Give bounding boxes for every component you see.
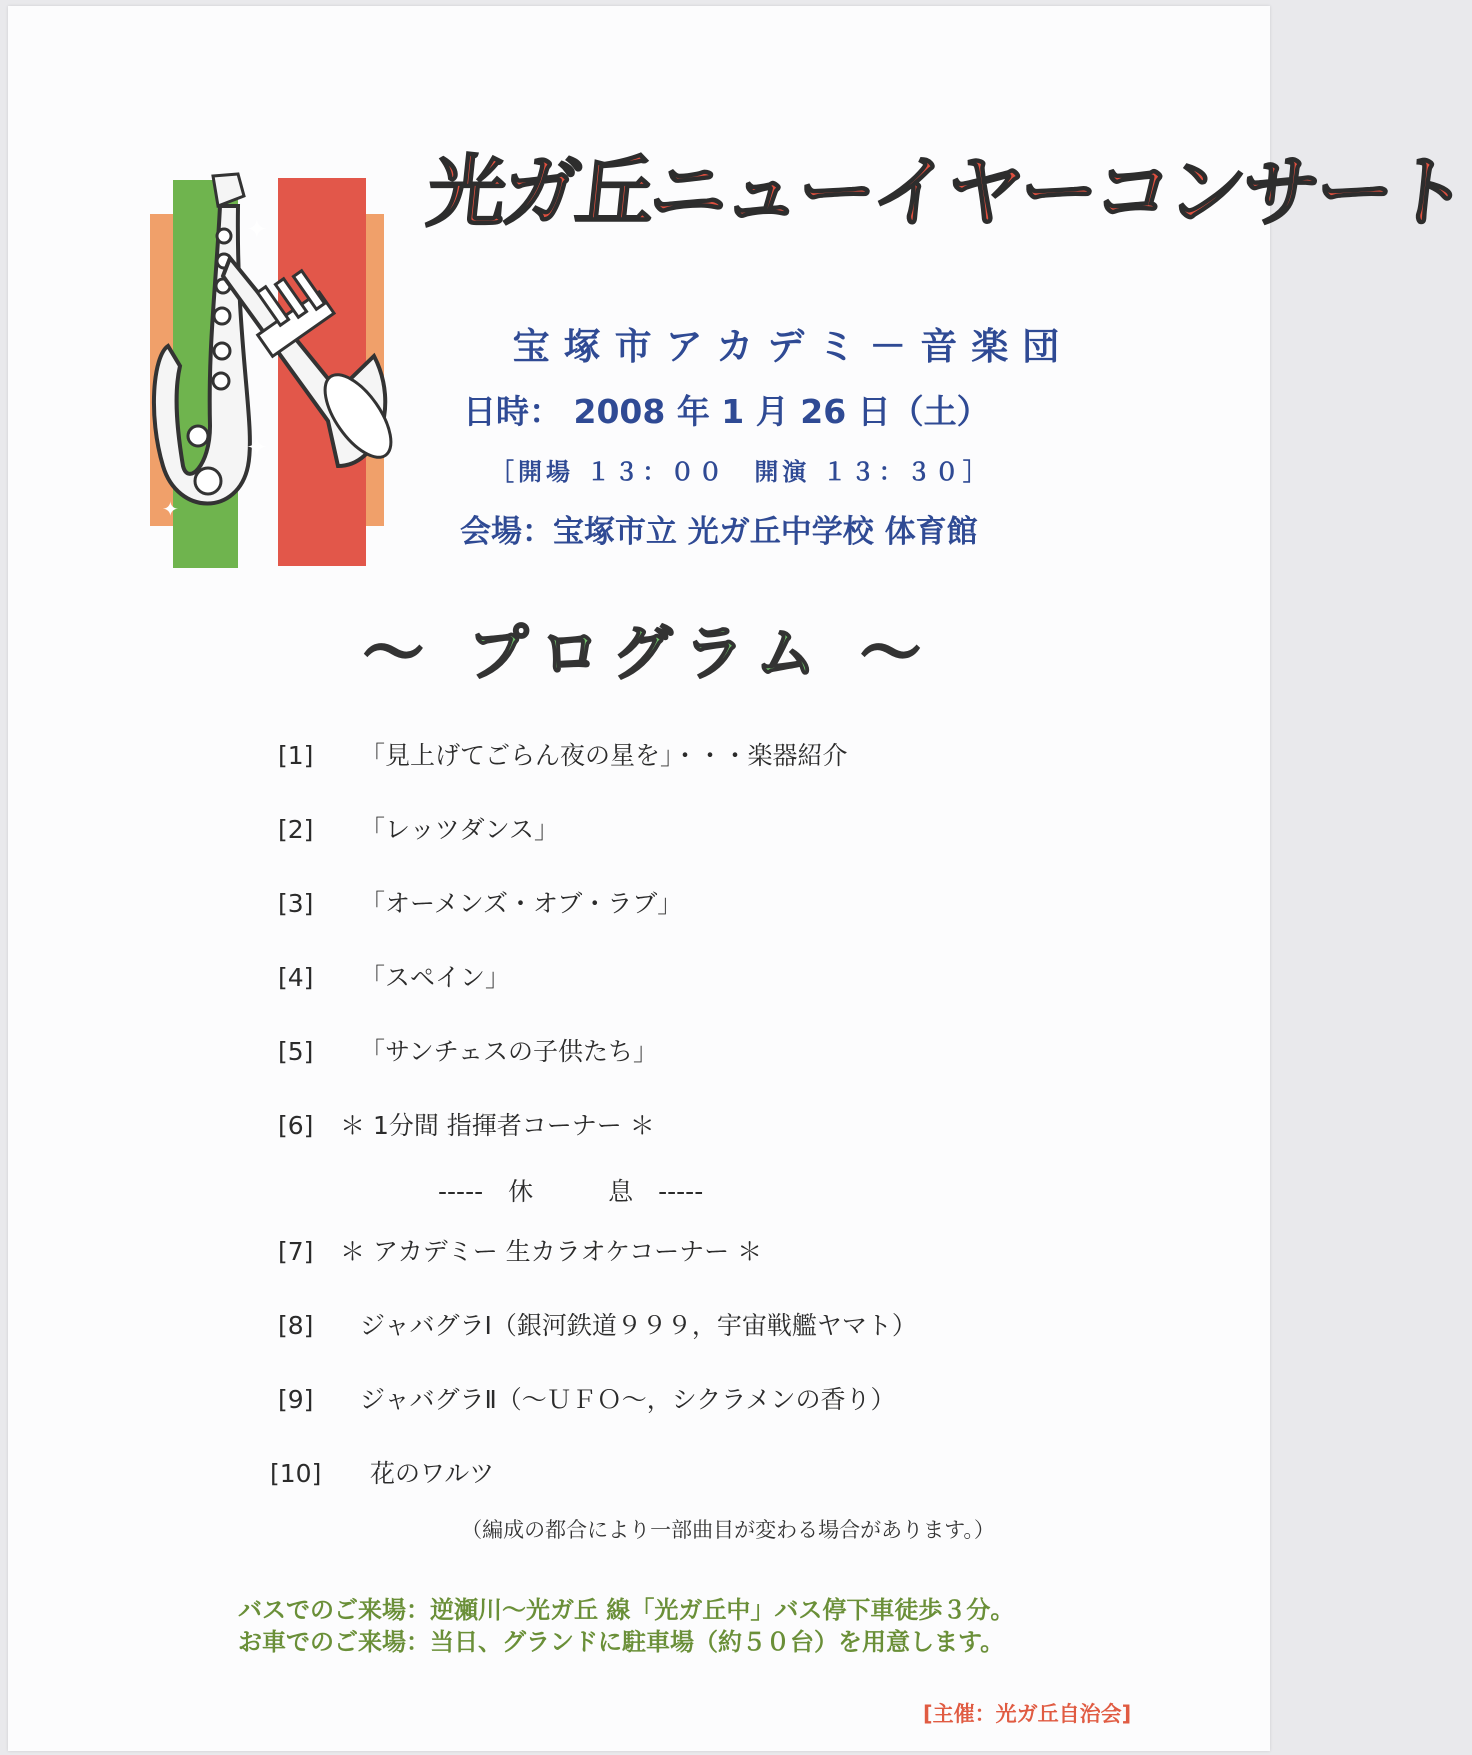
intermission-line: ----- 休 息 ----- bbox=[438, 1177, 704, 1206]
program-item-number: [4] bbox=[278, 963, 314, 992]
program-item-text: ＊ アカデミー 生カラオケコーナー ＊ bbox=[340, 1237, 763, 1266]
program-heading: ～ プログラム ～ bbox=[363, 619, 933, 689]
program-item-number: [7] bbox=[278, 1237, 314, 1266]
program-item-number: [1] bbox=[278, 741, 314, 770]
program-item-number: [3] bbox=[278, 889, 314, 918]
program-item bbox=[278, 810, 1178, 846]
event-times: ［開場 １３：００ 開演 １３：３０］ bbox=[490, 458, 991, 486]
flyer-page bbox=[8, 6, 1469, 1751]
saxophone-trumpet-illustration bbox=[138, 166, 398, 566]
program-item-number: [5] bbox=[278, 1037, 314, 1066]
program-item-text: 「スペイン」 bbox=[360, 963, 511, 992]
event-venue: 会場：宝塚市立 光ガ丘中学校 体育館 bbox=[460, 514, 978, 550]
program-item-number: [2] bbox=[278, 815, 314, 844]
program-item-text: 「レッツダンス」 bbox=[360, 815, 560, 844]
program-item bbox=[278, 1380, 1178, 1416]
program-item bbox=[278, 958, 1178, 994]
sponsor-label: [主催：光ガ丘自治会] bbox=[923, 1702, 1132, 1726]
program-item-number: [8] bbox=[278, 1311, 314, 1340]
program-item-text: 「オーメンズ・オブ・ラブ」 bbox=[360, 889, 683, 918]
program-item bbox=[278, 1106, 1178, 1142]
program-item bbox=[278, 1232, 1178, 1268]
bus-access-info: バスでのご来場：逆瀬川～光ガ丘 線「光ガ丘中」バス停下車徒歩３分。 bbox=[238, 1596, 1015, 1624]
program-item bbox=[278, 1306, 1178, 1342]
program-item-text: 「サンチェスの子供たち」 bbox=[360, 1037, 659, 1066]
car-access-info: お車でのご来場：当日、グランドに駐車場（約５０台）を用意します。 bbox=[238, 1628, 1005, 1656]
program-item-text: 花のワルツ bbox=[370, 1459, 495, 1488]
program-item-text: ジャバグラⅡ（～ＵＦＯ～，シクラメンの香り） bbox=[360, 1385, 896, 1414]
organizer-name: 宝塚市アカデミ－音楽団 bbox=[512, 325, 1074, 368]
program-item-number: [6] bbox=[278, 1111, 314, 1140]
program-item bbox=[278, 1032, 1178, 1068]
program-item-number: [9] bbox=[278, 1385, 314, 1414]
program-item-number: [10] bbox=[270, 1459, 322, 1488]
program-note: （編成の都合により一部曲目が変わる場合があります。） bbox=[461, 1518, 995, 1542]
program-item-text: 「見上げてごらん夜の星を」・・・楽器紹介 bbox=[360, 741, 848, 770]
svg-text:✦: ✦ bbox=[162, 497, 179, 521]
svg-text:✦: ✦ bbox=[246, 215, 268, 245]
program-item bbox=[278, 736, 1178, 772]
program-item-text: ＊ 1分間 指揮者コーナー ＊ bbox=[340, 1111, 655, 1140]
program-item-text: ジャバグラⅠ（銀河鉄道９９９，宇宙戦艦ヤマト） bbox=[360, 1311, 917, 1340]
program-item bbox=[270, 1454, 1170, 1490]
svg-text:✦: ✦ bbox=[246, 433, 268, 463]
concert-title: 光ガ丘ニューイヤーコンサート bbox=[423, 148, 1469, 238]
program-item bbox=[278, 884, 1178, 920]
event-date: 日時： 2008 年 1 月 26 日（土） bbox=[463, 392, 990, 431]
